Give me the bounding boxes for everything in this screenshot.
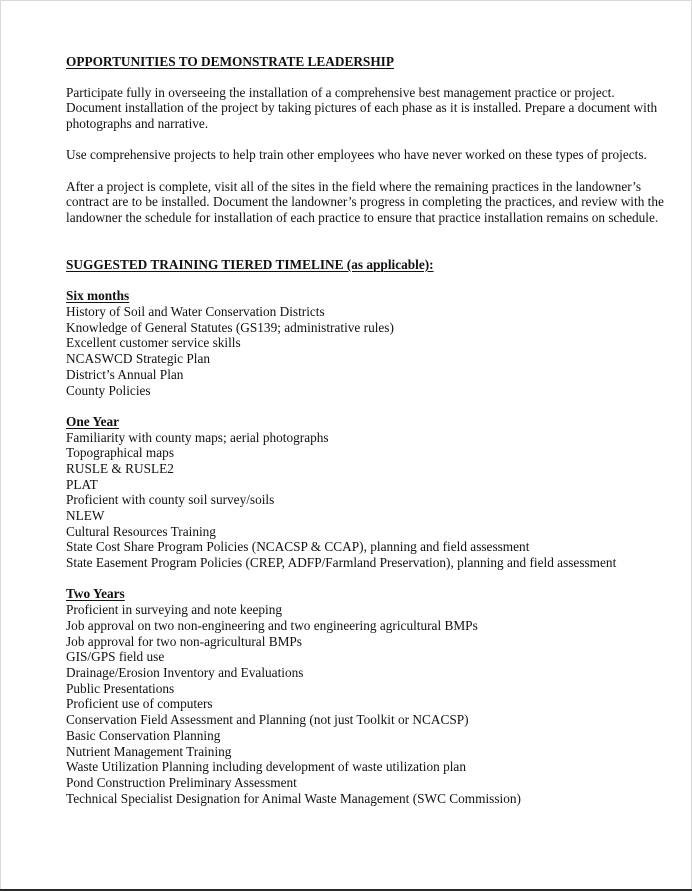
tier-item: History of Soil and Water Conservation Districts: [66, 304, 325, 320]
tier-item: NCASWCD Strategic Plan: [66, 351, 211, 367]
tier-item: Proficient use of computers: [66, 696, 213, 712]
tier-item: Topographical maps: [66, 445, 174, 461]
tier-six-months: [66, 288, 666, 398]
tier-item: Cultural Resources Training: [66, 523, 216, 539]
leadership-paragraph: Participate fully in overseeing the installation of a comprehensive best management practice or project. Document installation of the project by taking pictures of each phase as it is installed. Prepare a document with photographs and narrative.: [66, 84, 658, 132]
tier-item: PLAT: [66, 476, 98, 492]
tier-item: Proficient in surveying and note keeping: [66, 602, 283, 618]
tier-item: Waste Utilization Planning including development of waste utilization plan: [66, 759, 466, 775]
tier-item: Drainage/Erosion Inventory and Evaluations: [66, 664, 304, 680]
tier-title: One Year: [66, 413, 120, 429]
tier-item: NLEW: [66, 508, 105, 524]
document-content: [66, 54, 666, 822]
timeline-heading: SUGGESTED TRAINING TIERED TIMELINE (as applicable):: [66, 256, 434, 272]
leadership-paragraph: After a project is complete, visit all of the sites in the field where the remaining practices in the landowner’s contract are to be installed. Document the landowner’s progress in completing the practices, and review with the landowner the schedule for installation of each practice to ensure that practice installation remains on schedule.: [66, 178, 664, 225]
page-bottom-edge: [0, 889, 692, 891]
leadership-paragraph: Use comprehensive projects to help train other employees who have never worked on these types of projects.: [66, 147, 647, 163]
tier-item: Nutrient Management Training: [66, 743, 232, 759]
tier-item: Public Presentations: [66, 680, 175, 696]
tier-item: GIS/GPS field use: [66, 649, 165, 665]
tier-item: Job approval on two non-engineering and two engineering agricultural BMPs: [66, 617, 478, 633]
tier-two-years: [66, 586, 666, 806]
tier-item: Technical Specialist Designation for Animal Waste Management (SWC Commission): [66, 790, 521, 806]
tier-item: Job approval for two non-agricultural BMPs: [66, 633, 302, 649]
tier-item: Pond Construction Preliminary Assessment: [66, 774, 297, 790]
tier-item: State Easement Program Policies (CREP, ADFP/Farmland Preservation), planning and field assessment: [66, 555, 617, 571]
tier-item: Knowledge of General Statutes (GS139; administrative rules): [66, 319, 394, 335]
tier-one-year: [66, 414, 666, 571]
tier-item: District’s Annual Plan: [66, 366, 184, 382]
tier-item: Proficient with county soil survey/soils: [66, 492, 275, 508]
tier-item: Basic Conservation Planning: [66, 727, 221, 743]
tier-item: RUSLE & RUSLE2: [66, 460, 174, 476]
tier-item: Familiarity with county maps; aerial photographs: [66, 429, 329, 445]
tier-item: County Policies: [66, 382, 151, 398]
leadership-heading: OPPORTUNITIES TO DEMONSTRATE LEADERSHIP: [66, 54, 394, 69]
tier-item: State Cost Share Program Policies (NCACSP & CCAP), planning and field assessment: [66, 539, 530, 555]
tier-title: Two Years: [66, 586, 125, 602]
tier-item: Excellent customer service skills: [66, 335, 241, 351]
tier-title: Six months: [66, 288, 130, 304]
tier-item: Conservation Field Assessment and Planning (not just Toolkit or NCACSP): [66, 712, 469, 728]
